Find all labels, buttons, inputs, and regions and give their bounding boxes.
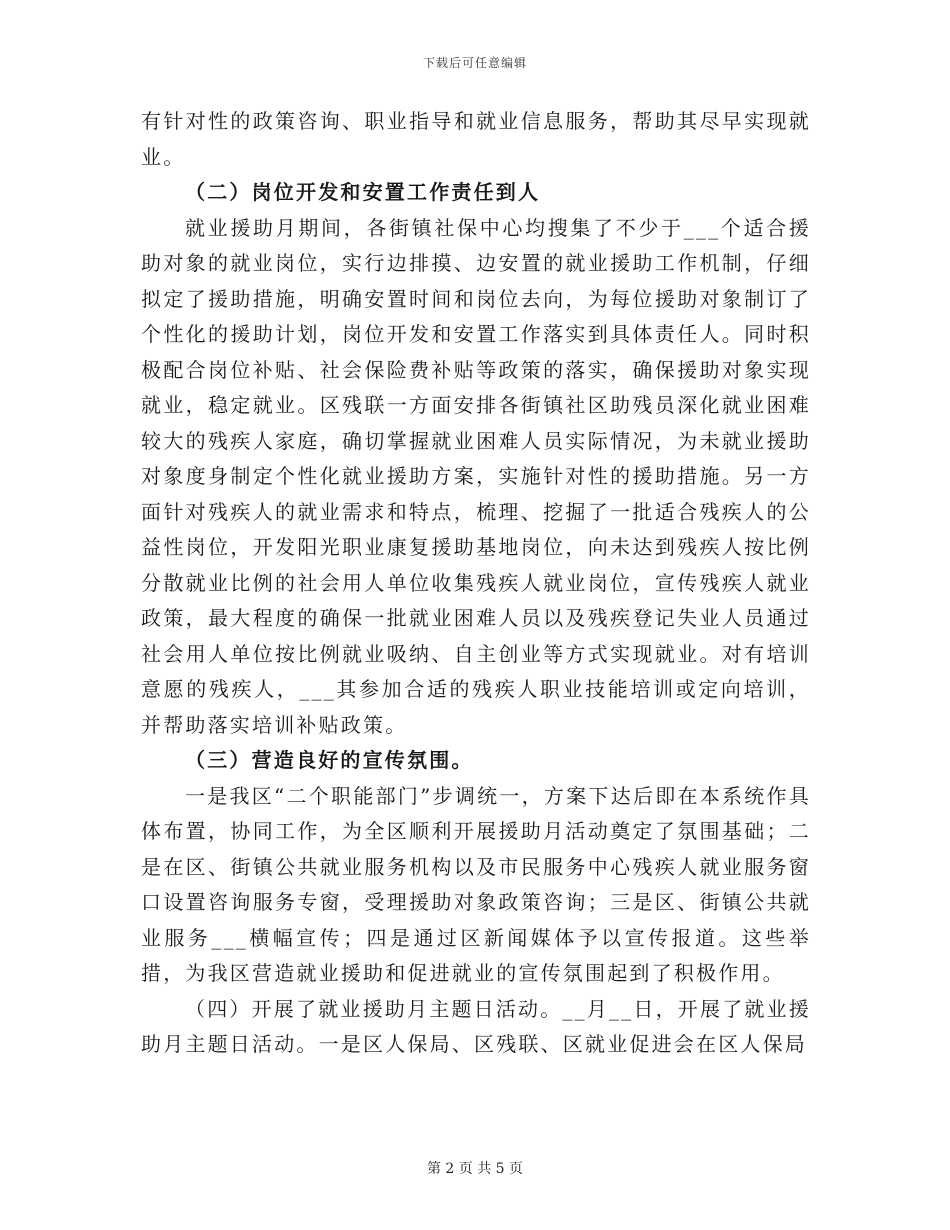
paragraph-theme-day: （四）开展了就业援助月主题日活动。__月__日，开展了就业援助月主题日活动。一是区人保局、区残联、区就业促进会在区人保局 [141, 996, 811, 1056]
paragraph-publicity: 一是我区“二个职能部门”步调统一，方案下达后即在本系统作具体布置，协同工作，为全区顺利开展援助月活动奠定了氛围基础；二是在区、街镇公共就业服务机构以及市民服务中心残疾人就业服务窗口设置咨询服务专窗，受理援助对象政策咨询；三是区、街镇公共就业服务___横幅宣传；四是通过区新闻媒体予以宣传报道。这些举措，为我区营造就业援助和促进就业的宣传氛围起到了积极作用。 [141, 783, 811, 985]
paragraph-job-development: 就业援助月期间，各街镇社保中心均搜集了不少于___个适合援助对象的就业岗位，实行边排摸、边安置的就业援助工作机制，仔细拟定了援助措施，明确安置时间和岗位去向，为每位援助对象制订了个性化的援助计划，岗位开发和安置工作落实到具体责任人。同时积极配合岗位补贴、社会保险费补贴等政策的落实，确保援助对象实现就业，稳定就业。区残联一方面安排各街镇社区助残员深化就业困难较大的残疾人家庭，确切掌握就业困难人员实际情况，为未就业援助对象度身制定个性化就业援助方案，实施针对性的援助措施。另一方面针对残疾人的就业需求和特点，梳理、挖掘了一批适合残疾人的公益性岗位，开发阳光职业康复援助基地岗位，向未达到残疾人按比例分散就业比例的社会用人单位收集残疾人就业岗位，宣传残疾人就业政策，最大程度的确保一批就业困难人员以及残疾登记失业人员通过社会用人单位按比例就业吸纳、自主创业等方式实现就业。对有培训意愿的残疾人，___其参加合适的残疾人职业技能培训或定向培训，并帮助落实培训补贴政策。 [141, 215, 811, 737]
section-heading-2: （二）岗位开发和安置工作责任到人 [185, 180, 541, 204]
section-heading-3: （三）营造良好的宣传氛围。 [185, 748, 474, 772]
paragraph-continuation: 有针对性的政策咨询、职业指导和就业信息服务，帮助其尽早实现就业。 [141, 109, 811, 169]
page-footer: 第 2 页 共 5 页 [426, 1161, 524, 1177]
page-header: 下载后可任意编辑 [422, 56, 527, 70]
document-body [141, 104, 811, 1063]
